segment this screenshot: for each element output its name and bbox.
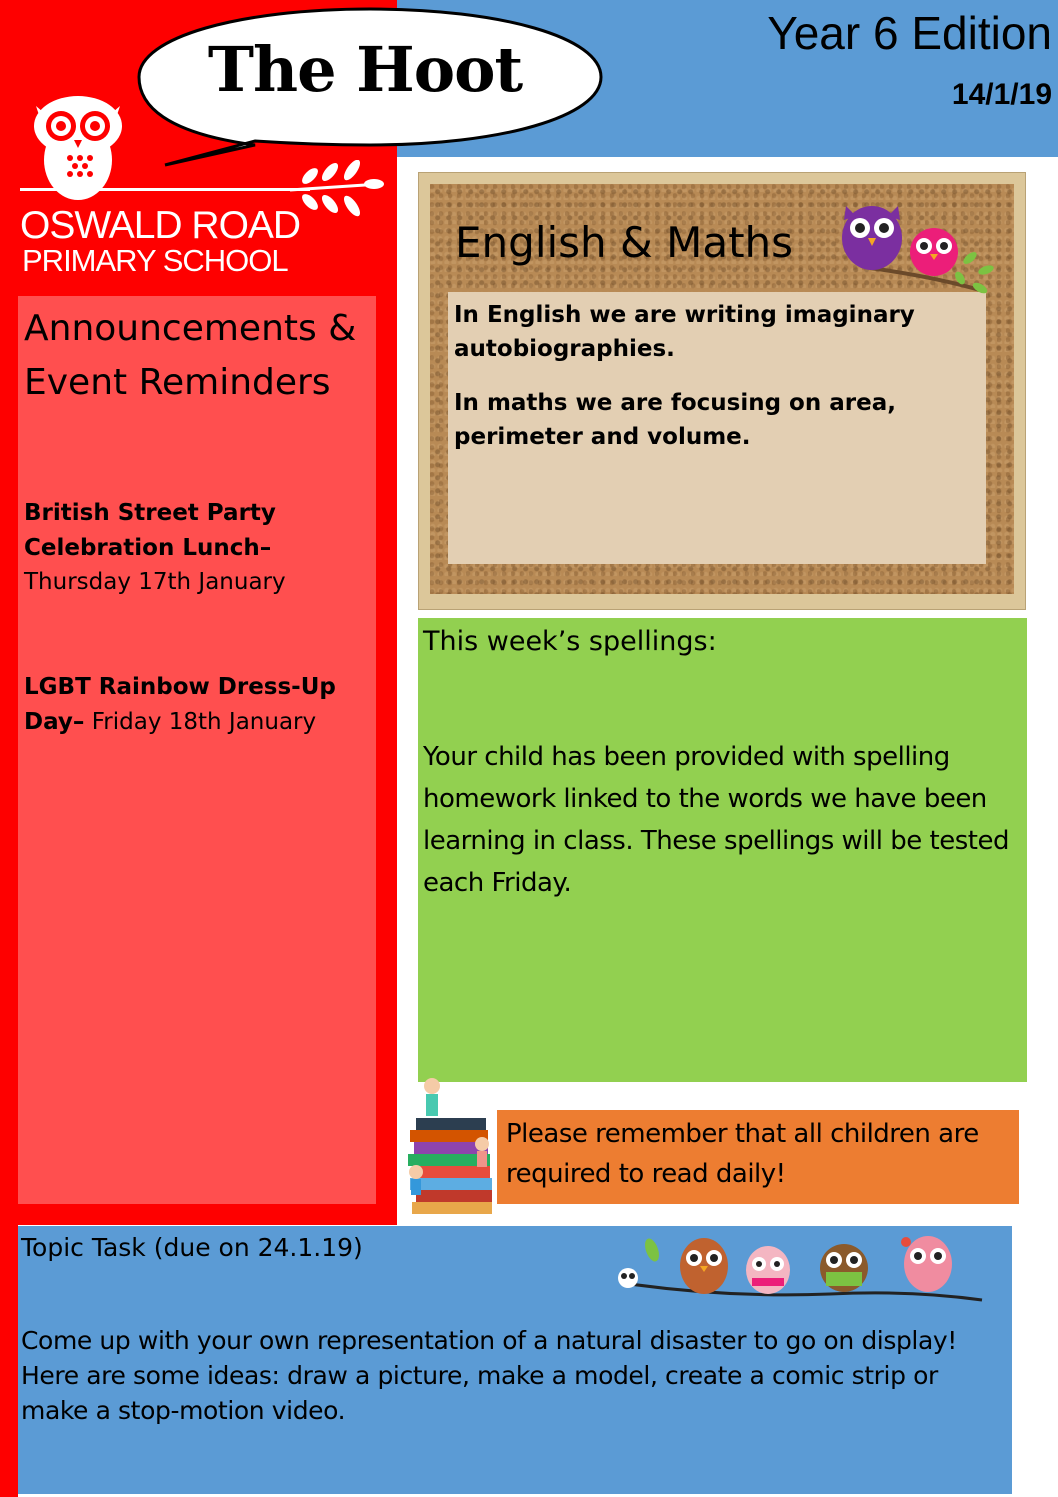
spellings-text: Your child has been provided with spelling homework linked to the words we have been learning in class. These spellings will be tested each Friday. xyxy=(423,742,1009,898)
topic-text: Come up with your own representation of a natural disaster to go on display! Here are some ideas: draw a picture, make a model, create a comic strip or make a stop-motion video. xyxy=(21,1326,957,1425)
newsletter-title: The Hoot xyxy=(207,33,523,106)
event-separator: – xyxy=(72,708,85,735)
event-name: British Street Party Celebration Lunch xyxy=(24,500,276,561)
event-date: Thursday 17th January xyxy=(24,569,286,595)
book-stack-children-icon xyxy=(398,1074,502,1220)
spellings-box xyxy=(418,618,1027,1082)
left-red-strip xyxy=(0,1225,18,1497)
school-name-line1: OSWALD ROAD xyxy=(20,204,301,247)
announcements-heading: Announcements & Event Reminders xyxy=(24,308,357,403)
event-item xyxy=(24,670,372,739)
maths-text: In maths we are focusing on area, perimeter and volume. xyxy=(454,390,896,450)
event-name: LGBT Rainbow Dress-Up Day xyxy=(24,674,336,735)
school-name-line2: PRIMARY SCHOOL xyxy=(22,243,288,278)
event-separator: – xyxy=(259,534,272,561)
event-item xyxy=(24,496,372,600)
issue-date: 14/1/19 xyxy=(951,78,1052,111)
topic-heading: Topic Task (due on 24.1.19) xyxy=(21,1233,363,1262)
english-text: In English we are writing imaginary autobiographies. xyxy=(454,302,915,362)
owl-family-branch-icon xyxy=(610,1228,986,1308)
leaf-branch-icon xyxy=(288,160,384,226)
reading-reminder-text: Please remember that all children are required to read daily! xyxy=(506,1119,979,1189)
spellings-heading: This week’s spellings: xyxy=(423,626,717,657)
announcements-box xyxy=(18,296,376,1204)
reading-reminder-box xyxy=(497,1110,1019,1204)
edition-label: Year 6 Edition xyxy=(767,7,1052,59)
english-maths-heading: English & Maths xyxy=(455,218,794,267)
owls-on-branch-icon xyxy=(830,198,998,302)
logo-divider xyxy=(20,188,310,191)
event-date: Friday 18th January xyxy=(91,708,317,735)
